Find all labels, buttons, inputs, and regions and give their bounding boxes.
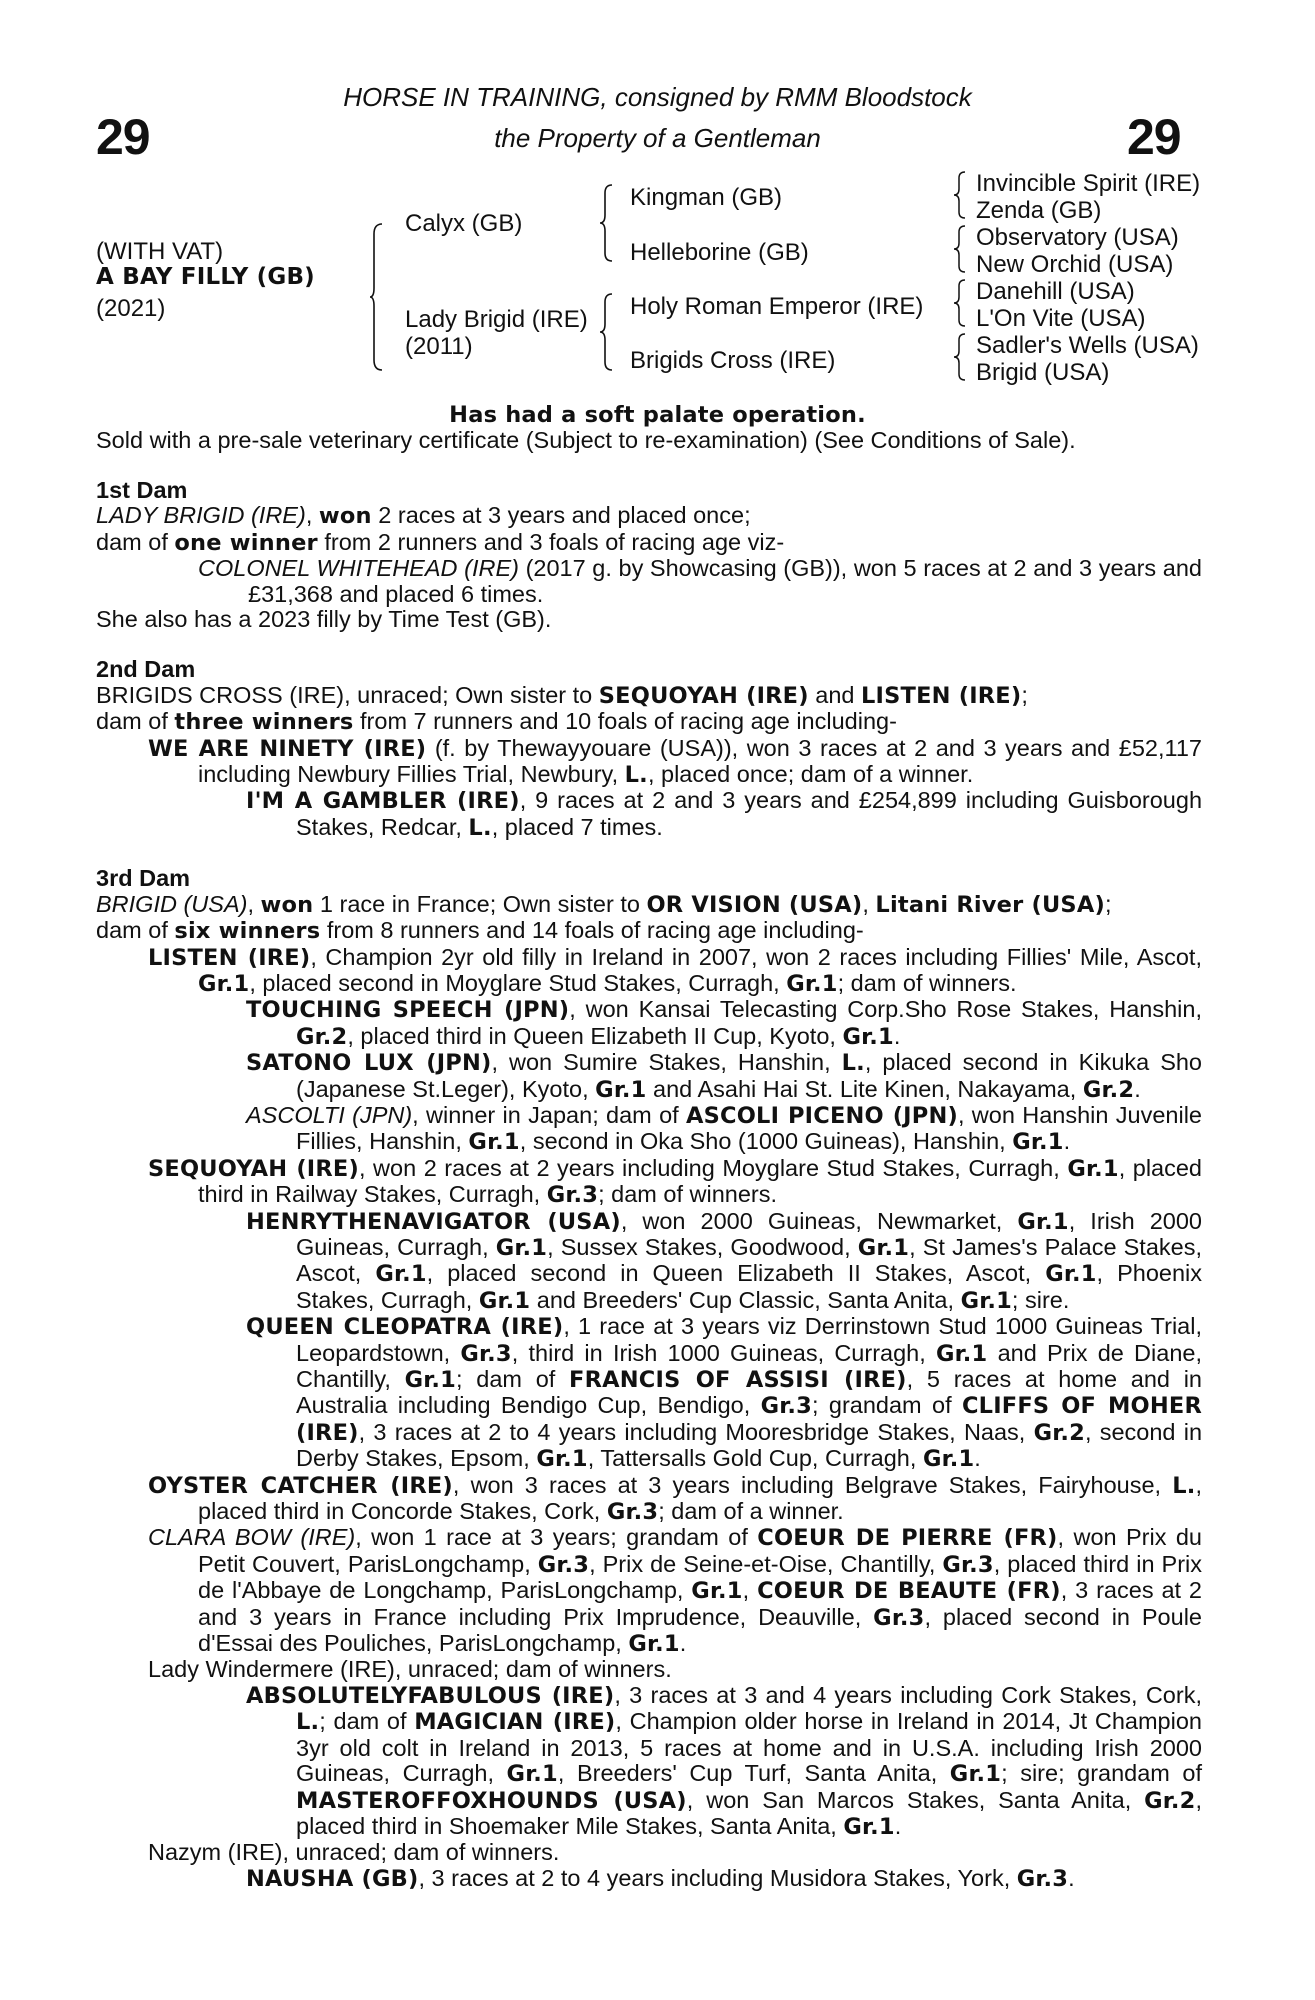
text: , won 2 races at 2 years including Moyglare Stud Stakes, Curragh, [358,1154,1068,1181]
third-dam-heading: 3rd Dam [96,865,191,892]
dam-year: (2011) [405,333,473,360]
progeny-name: QUEEN CLEOPATRA (IRE) [246,1314,564,1341]
text: , second in Derby Stakes, Epsom, [296,1418,1203,1472]
gg-brace-1 [953,170,967,220]
vet-note: Sold with a pre-sale veterinary certificate (Subject to re-examination) (See Conditions of Sale). [96,427,1076,453]
grade: Gr.1 [506,1761,558,1788]
grade: Gr.3 [1016,1865,1069,1892]
text: , Phoenix Stakes, Curragh, [296,1260,1202,1313]
text: and [808,681,862,708]
progeny-name: WE ARE NINETY (IRE) [148,735,427,762]
text: . [894,1812,902,1839]
grade: Gr.1 [478,1287,531,1314]
vat-label: (WITH VAT) [96,238,224,265]
text: , 5 races at home and in Australia including Bendigo Cup, Bendigo, [296,1366,1202,1419]
dam-name: BRIGID (USA) [96,890,248,917]
text: dam of [96,917,175,944]
grade: Gr.1 [595,1076,647,1103]
third-dam-produce-line [96,918,1202,944]
progeny-name: LISTEN (IRE) [148,944,311,971]
text: (2017 g. by Showcasing (GB)), won 5 races at 2 and 3 years and £31,368 and placed 6 times. [248,555,1202,607]
sibling-name: LISTEN (IRE) [861,682,1022,709]
text: , Prix de Seine-et-Oise, Chantilly, [589,1550,943,1577]
progeny-entry [96,997,1202,1050]
progeny-name: NAUSHA (GB) [246,1865,419,1892]
pedigree-main-brace [370,222,384,372]
progeny-name: CLARA BOW (IRE) [148,1524,356,1551]
progeny-name: ASCOLTI (JPN) [246,1101,413,1128]
first-dam-line: LADY BRIGID (IRE), won 2 races at 3 years and placed once; [96,502,751,530]
text: ; sire; grandam of [1001,1760,1202,1787]
grade: Gr.1 [843,1813,895,1840]
progeny-name: SEQUOYAH (IRE) [148,1155,359,1182]
progeny-name: ABSOLUTELYFABULOUS (IRE) [246,1682,615,1709]
text: ; dam of [456,1366,570,1392]
text: , St James's Palace Stakes, Ascot, [296,1233,1203,1287]
second-dam-heading: 2nd Dam [96,656,196,683]
grade: L. [624,762,648,789]
progeny-entry [96,1314,1202,1472]
text: 1 race in France; Own sister to [313,890,647,917]
progeny-entry [96,1103,1202,1156]
text: , winner in Japan; dam of [412,1101,686,1128]
grade: Gr.1 [949,1761,1002,1788]
text: , [862,890,876,917]
winners-count: three winners [174,709,354,736]
text: ; [1104,890,1112,917]
dam-name: Lady Brigid (IRE) [405,306,588,333]
text: from 2 runners and 3 foals of racing age viz- [317,528,785,555]
progeny-entry [96,736,1202,789]
text: dam of [96,708,175,735]
great-grandparent: New Orchid (USA) [976,251,1174,278]
text: ; sire. [1011,1286,1070,1313]
progeny-name: MAGICIAN (IRE) [414,1709,616,1736]
grade: Gr.1 [495,1234,548,1261]
text: ; dam of [319,1708,415,1735]
grade: Gr.1 [922,1446,975,1473]
lot-number-right: 29 [1127,109,1181,165]
progeny-name: OYSTER CATCHER (IRE) [148,1472,453,1499]
header-consignor: HORSE IN TRAINING, consigned by RMM Bloodstock [343,82,972,112]
grade: Gr.3 [460,1340,512,1367]
winners-count: one winner [174,529,318,556]
granddam-2: Brigids Cross (IRE) [630,347,836,374]
grade: Gr.1 [404,1367,456,1393]
text: ; grandam of [812,1392,962,1419]
sibling-name: OR VISION (USA) [646,891,863,918]
progeny-name: FRANCIS OF ASSISI (IRE) [569,1367,907,1393]
progeny-entry [96,945,1202,998]
third-dam-line: BRIGID (USA), won 1 race in France; Own sister to OR VISION (USA), Litani River (USA); [96,890,1112,918]
text: , Champion 2yr old filly in Ireland in 2007, won 2 races including Fillies' Mile, Ascot, [310,943,1202,970]
text: , placed second in Moyglare Stud Stakes, Curragh, [249,969,787,996]
progeny-entry [96,1866,1202,1892]
text: , placed once; dam of a winner. [647,761,974,788]
text: , placed third in Railway Stakes, Curragh, [198,1154,1203,1208]
text: BRIGIDS CROSS (IRE), unraced; Own sister to [96,681,599,708]
text: , Breeders' Cup Turf, Santa Anita, [557,1760,950,1787]
grade: L. [1172,1472,1196,1499]
progeny-name: HENRYTHENAVIGATOR (USA) [246,1208,621,1235]
grade: Gr.1 [468,1129,520,1156]
grade: Gr.3 [606,1499,659,1526]
great-grandparent: Zenda (GB) [976,197,1102,224]
first-dam-heading: 1st Dam [96,477,188,503]
text: , 3 races at 2 to 4 years including Mooresbridge Stakes, Naas, [358,1418,1034,1445]
progeny-name: ASCOLI PICENO (JPN) [685,1102,958,1129]
grade: Gr.3 [546,1182,599,1209]
text: , 3 races at 3 and 4 years including Cork Stakes, Cork, [614,1681,1202,1708]
gg-brace-3 [953,278,967,328]
grade: Gr.3 [942,1551,994,1578]
winners-count: six winners [174,918,321,945]
sire-brace [600,183,614,263]
great-grandparent: Observatory (USA) [976,224,1179,251]
grandsire-1: Kingman (GB) [630,184,783,211]
great-grandparent: L'On Vite (USA) [976,305,1146,332]
grade: Gr.1 [936,1340,988,1367]
text: , placed third in Queen Elizabeth II Cup, Kyoto, [347,1022,843,1049]
text: , won 3 races at 3 years including Belgrave Stakes, Fairyhouse, [452,1471,1173,1498]
text: ; dam of winners. [598,1181,778,1208]
grade: Gr.2 [1144,1787,1196,1814]
text: . [1068,1864,1075,1891]
won-label: won [318,503,372,530]
grade: Gr.1 [1045,1261,1097,1288]
sibling-name: Litani River (USA) [875,891,1105,918]
text: ; dam of a winner. [658,1498,844,1525]
text: , Irish 2000 Guineas, Curragh, [296,1207,1203,1260]
text: , Tattersalls Gold Cup, Curragh, [587,1445,923,1472]
grade: Gr.1 [691,1578,743,1605]
grade: Gr.2 [296,1023,348,1050]
text: , won 2000 Guineas, Newmarket, [620,1207,1018,1234]
gg-brace-4 [953,332,967,382]
progeny-entry [96,1525,1202,1657]
subject-year: (2021) [96,295,166,322]
text: , [742,1577,758,1604]
header-property: the Property of a Gentleman [494,123,821,153]
text: , third in Irish 1000 Guineas, Curragh, [511,1339,936,1366]
first-dam-note: She also has a 2023 filly by Time Test (GB). [96,606,552,633]
first-dam-produce-line [96,530,1202,556]
grade: L. [841,1050,865,1077]
text: , 3 races at 2 to 4 years including Musidora Stakes, York, [418,1864,1017,1891]
text: . [679,1630,687,1657]
text: , placed second in Queen Elizabeth II Stakes, Ascot, [426,1260,1046,1287]
text: . [974,1445,981,1472]
progeny-name: COLONEL WHITEHEAD (IRE) [198,555,519,582]
won-label: won [260,891,314,918]
gg-brace-2 [953,224,967,274]
text: , won Prix du Petit Couvert, ParisLongchamp, [198,1524,1202,1577]
grade: Gr.1 [786,970,838,997]
grade: Gr.3 [537,1551,590,1578]
text: , placed 7 times. [491,813,663,840]
progeny-name: CLIFFS OF MOHER (IRE) [296,1393,1203,1446]
text: , 1 race at 3 years viz Derrinstown Stud 1000 Guineas Trial, Leopardstown, [296,1313,1202,1366]
progeny-entry [96,1683,1202,1840]
text: and Breeders' Cup Classic, Santa Anita, [530,1286,961,1313]
progeny-entry [96,1473,1202,1526]
progeny-name: COEUR DE BEAUTE (FR) [757,1578,1061,1605]
text: . [1134,1075,1141,1102]
text: and Prix de Diane, Chantilly, [296,1339,1202,1392]
progeny-name: MASTEROFFOXHOUNDS (USA) [296,1787,687,1814]
operation-note: Has had a soft palate operation. [449,402,866,428]
grade: Gr.2 [1082,1076,1135,1103]
text: ; [1021,681,1028,708]
progeny-entry: Nazym (IRE), unraced; dam of winners. [148,1839,560,1866]
progeny-entry [96,1050,1202,1103]
text: , placed third in Prix de l'Abbaye de Longchamp, ParisLongchamp, [198,1550,1202,1604]
great-grandparent: Sadler's Wells (USA) [976,332,1199,359]
subject-name: A BAY FILLY (GB) [96,264,315,290]
sibling-name: SEQUOYAH (IRE) [598,682,809,709]
text: . [893,1022,901,1049]
grade: Gr.1 [1067,1155,1119,1182]
progeny-entry [96,788,1202,841]
progeny-name: TOUCHING SPEECH (JPN) [246,997,570,1024]
grade: Gr.2 [1033,1419,1085,1446]
text: , won Sumire Stakes, Hanshin, [491,1049,842,1076]
text: , won San Marcos Stakes, Santa Anita, [686,1786,1145,1813]
granddam-1: Helleborine (GB) [630,239,809,266]
grade: Gr.1 [1012,1129,1064,1156]
progeny-entry: Lady Windermere (IRE), unraced; dam of winners. [148,1656,672,1683]
dam-brace [600,292,614,372]
catalogue-body [96,478,1202,1892]
grade: Gr.1 [960,1287,1012,1314]
grandsire-2: Holy Roman Emperor (IRE) [630,293,924,320]
grade: Gr.1 [842,1023,894,1050]
dam-name: LADY BRIGID (IRE) [96,502,306,529]
text: , won 1 race at 3 years; grandam of [355,1524,758,1551]
text: , won Kansai Telecasting Corp.Sho Rose Stakes, Hanshin, [569,996,1202,1023]
second-dam-produce-line [96,709,1202,735]
text: , second in Oka Sho (1000 Guineas), Hanshin, [519,1128,1013,1155]
lot-number-left: 29 [96,109,150,165]
grade: Gr.1 [536,1446,588,1473]
great-grandparent: Danehill (USA) [976,278,1135,305]
text: from 8 runners and 14 foals of racing age including- [320,917,864,944]
text: , placed third in Shoemaker Mile Stakes, Santa Anita, [296,1786,1203,1839]
text: 2 races at 3 years and placed once; [371,502,751,529]
great-grandparent: Brigid (USA) [976,359,1110,386]
text: from 7 runners and 10 foals of racing age including- [353,708,897,735]
grade: Gr.3 [760,1393,812,1420]
second-dam-line [96,683,1202,709]
text: dam of [96,528,175,555]
grade: Gr.1 [1017,1208,1069,1235]
progeny-name: I'M A GAMBLER (IRE) [246,788,520,815]
grade: Gr.1 [857,1234,910,1261]
text: ; dam of winners. [837,969,1017,996]
sire-name: Calyx (GB) [405,210,523,237]
progeny-entry [96,1209,1202,1315]
grade: Gr.3 [873,1604,925,1631]
text: . [1063,1128,1071,1155]
progeny-name: COEUR DE PIERRE (FR) [757,1525,1058,1552]
text: (f. by Thewayyouare (USA)), won 3 races at 2 and 3 years and £52,117 including Newbury Fillies Trial, Newbury, [198,734,1202,788]
text: and Asahi Hai St. Lite Kinen, Nakayama, [646,1075,1083,1102]
text: , placed second in Kikuka Sho (Japanese St.Leger), Kyoto, [296,1049,1203,1102]
progeny-entry [96,1156,1202,1209]
text: , 9 races at 2 and 3 years and £254,899 including Guisborough Stakes, Redcar, [296,787,1203,840]
grade: Gr.1 [375,1261,427,1288]
text: , Champion older horse in Ireland in 2014, Jt Champion 3yr old colt in Ireland in 2013, 5 races at home and in U.S.A. including Irish 2000 Guineas, Curragh, [296,1708,1202,1787]
great-grandparent: Invincible Spirit (IRE) [976,170,1201,197]
grade: Gr.1 [198,970,250,997]
text: , placed second in Poule d'Essai des Pouliches, ParisLongchamp, [198,1603,1202,1657]
grade: Gr.1 [628,1631,680,1658]
progeny-entry [96,556,1202,607]
text: , 3 races at 2 and 3 years in France including Prix Imprudence, Deauville, [198,1577,1202,1630]
progeny-name: SATONO LUX (JPN) [246,1050,492,1077]
text: , placed third in Concorde Stakes, Cork, [198,1471,1203,1525]
grade: L. [468,814,492,841]
grade: L. [296,1709,320,1736]
text: , won Hanshin Juvenile Fillies, Hanshin, [296,1101,1202,1155]
text: , Sussex Stakes, Goodwood, [547,1233,858,1260]
